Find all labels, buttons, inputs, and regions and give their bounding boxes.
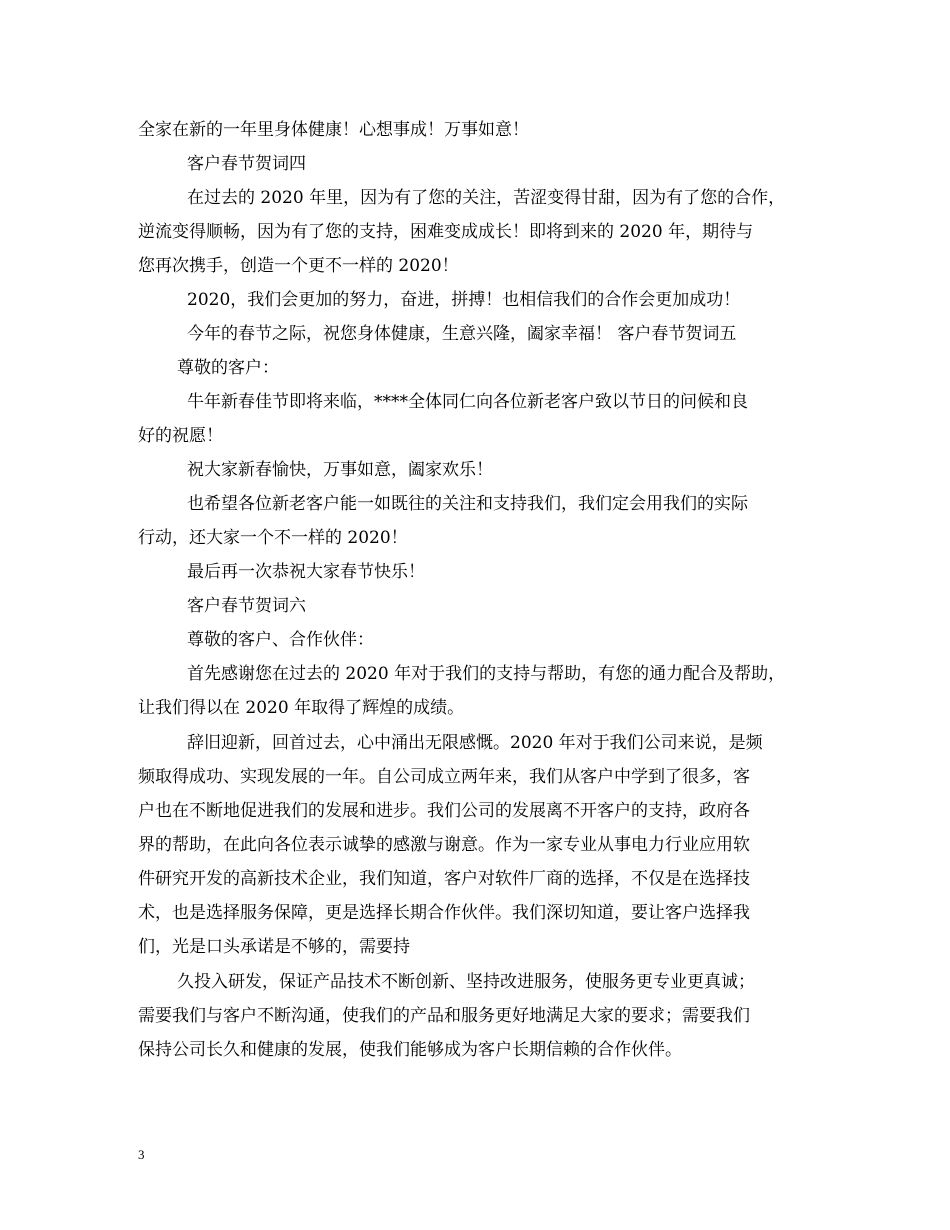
section-heading-4: 客户春节贺词四 (187, 154, 306, 174)
text-line-20: 频取得成功、实现发展的一年。自公司成立两年来，我们从客户中学到了很多，客 (138, 767, 750, 787)
text-line-23: 件研究开发的高新技术企业，我们知道，客户对软件厂商的选择，不仅是在选择技 (138, 869, 750, 889)
text-line-21: 户也在不断地促进我们的发展和进步。我们公司的发展离不开客户的支持，政府各 (138, 801, 750, 821)
text-line-6: 2020，我们会更加的努力，奋进，拼搏！也相信我们的合作会更加成功！ (187, 290, 741, 310)
text-line-28: 保持公司长久和健康的发展，使我们能够成为客户长期信赖的合作伙伴。 (138, 1040, 682, 1060)
greeting-line-2: 尊敬的客户、合作伙伴： (187, 630, 374, 650)
text-line-11: 祝大家新春愉快，万事如意，阖家欢乐！ (187, 460, 493, 480)
text-line-26: 久投入研发，保证产品技术不断创新、坚持改进服务，使服务更专业更真诚； (177, 972, 755, 992)
section-heading-6: 客户春节贺词六 (187, 596, 306, 616)
text-line-5: 您再次携手，创造一个更不一样的 2020！ (138, 256, 459, 276)
text-line-13: 行动，还大家一个不一样的 2020！ (138, 528, 408, 548)
greeting-line-1: 尊敬的客户： (177, 358, 279, 378)
text-line-4: 逆流变得顺畅，因为有了您的支持，困难变成成长！即将到来的 2020 年，期待与 (138, 222, 754, 242)
text-line-27: 需要我们与客户不断沟通，使我们的产品和服务更好地满足大家的要求；需要我们 (138, 1006, 750, 1026)
text-line-25: 们，光是口头承诺是不够的，需要持 (138, 937, 410, 957)
text-line-9: 牛年新春佳节即将来临，****全体同仁向各位新老客户致以节日的问候和良 (187, 392, 748, 412)
text-line-1: 全家在新的一年里身体健康！心想事成！万事如意！ (138, 120, 529, 140)
text-line-18: 让我们得以在 2020 年取得了辉煌的成绩。 (138, 698, 465, 718)
text-line-14: 最后再一次恭祝大家春节快乐！ (187, 562, 425, 582)
page-number: 3 (138, 1147, 145, 1162)
text-line-7: 今年的春节之际，祝您身体健康，生意兴隆，阖家幸福！ 客户春节贺词五 (187, 324, 737, 344)
text-line-12: 也希望各位新老客户能一如既往的关注和支持我们，我们定会用我们的实际 (187, 494, 748, 514)
text-line-24: 术，也是选择服务保障，更是选择长期合作伙伴。我们深切知道，要让客户选择我 (138, 903, 750, 923)
text-line-17: 首先感谢您在过去的 2020 年对于我们的支持与帮助，有您的通力配合及帮助， (187, 664, 786, 684)
text-line-19: 辞旧迎新，回首过去，心中涌出无限感慨。2020 年对于我们公司来说，是频 (187, 733, 763, 753)
text-line-3: 在过去的 2020 年里，因为有了您的关注，苦涩变得甘甜，因为有了您的合作， (187, 188, 786, 208)
text-line-10: 好的祝愿！ (138, 426, 223, 446)
text-line-22: 界的帮助，在此向各位表示诚挚的感激与谢意。作为一家专业从事电力行业应用软 (138, 835, 750, 855)
